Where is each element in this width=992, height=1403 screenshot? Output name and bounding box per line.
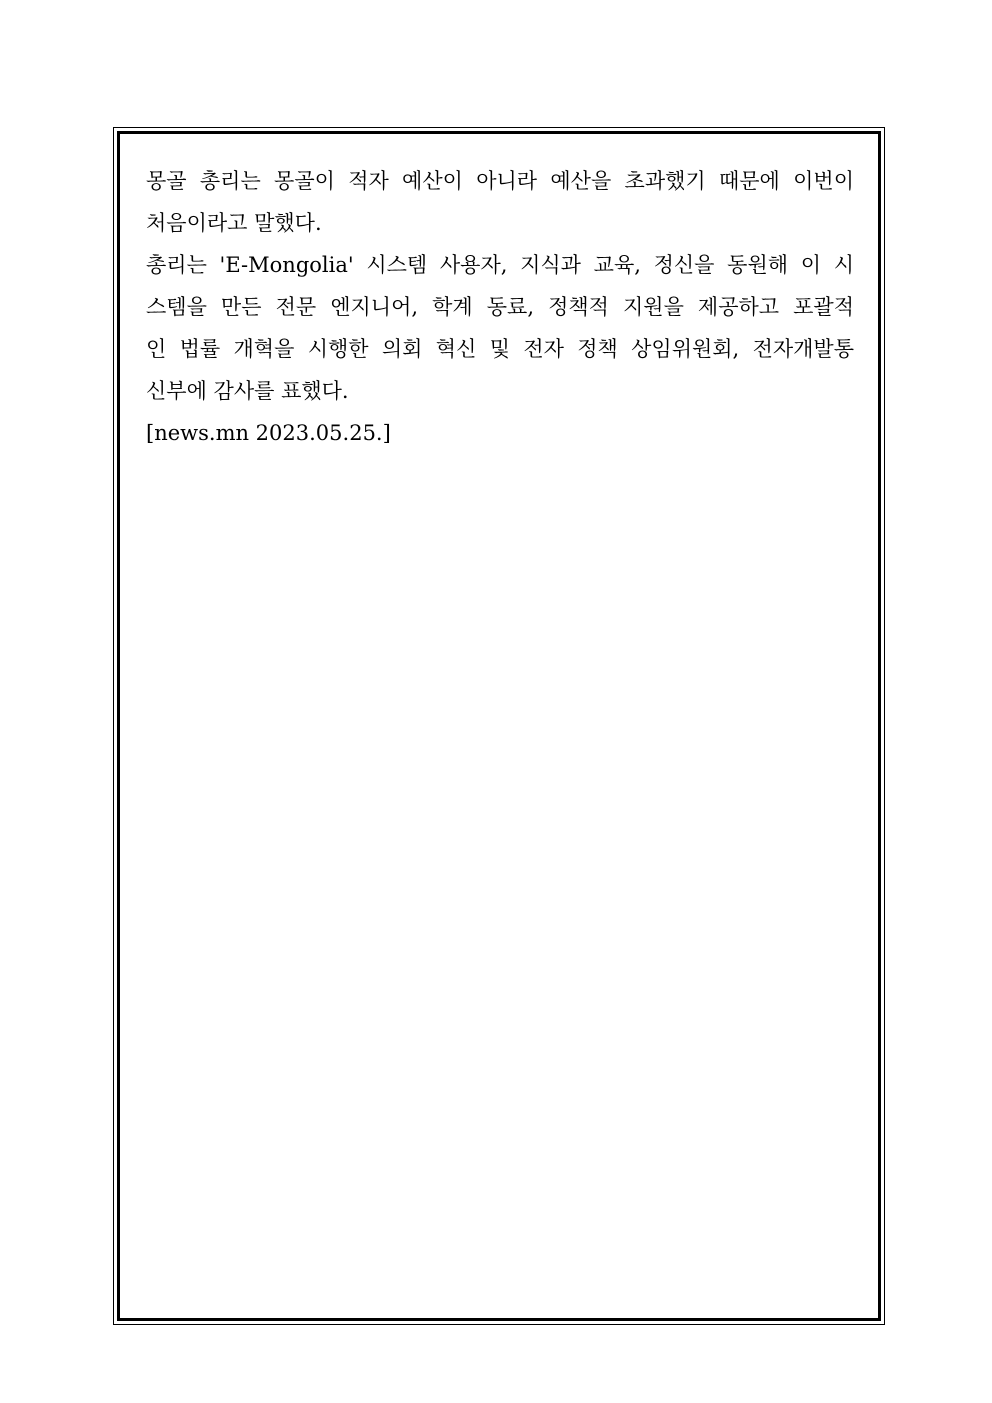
paragraph-line: 몽골 총리는 몽골이 적자 예산이 아니라 예산을 초과했기 때문에 이번이 <box>146 169 854 193</box>
document-frame-outer <box>113 127 885 1325</box>
paragraph-line: 신부에 감사를 표했다. <box>146 379 349 403</box>
paragraph-line: 처음이라고 말했다. <box>146 211 322 235</box>
document-body <box>146 160 854 454</box>
document-frame-inner <box>117 131 881 1321</box>
paragraph-line: 스템을 만든 전문 엔지니어, 학계 동료, 정책적 지원을 제공하고 포괄적 <box>146 295 854 319</box>
paragraph-line: 총리는 'E-Mongolia' 시스템 사용자, 지식과 교육, 정신을 동원해 이 시 <box>146 253 854 277</box>
paragraph-2 <box>146 244 854 412</box>
paragraph-1 <box>146 160 854 244</box>
paragraph-line: 인 법률 개혁을 시행한 의회 혁신 및 전자 정책 상임위원회, 전자개발통 <box>146 337 854 361</box>
source-citation: [news.mn 2023.05.25.] <box>146 421 391 445</box>
